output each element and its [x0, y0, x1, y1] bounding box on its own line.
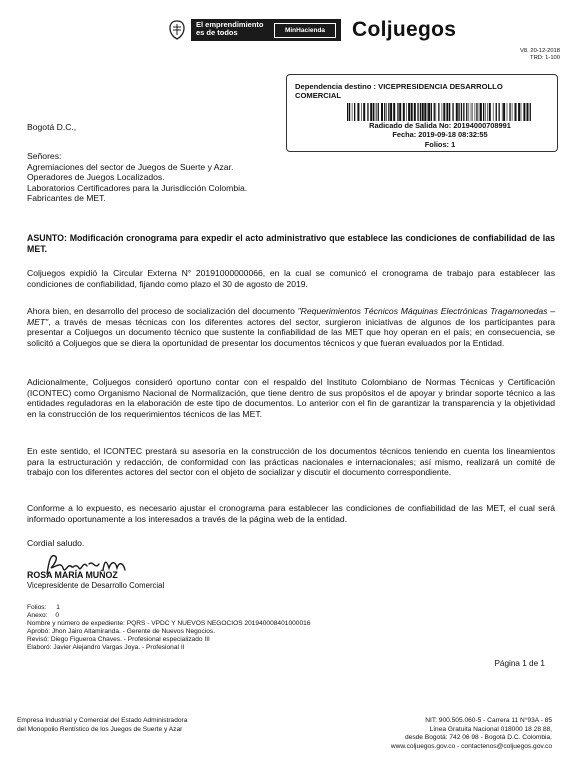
- destination-dependency: Dependencia destino : VICEPRESIDENCIA DESARROLLO COMERCIAL: [295, 82, 503, 100]
- prepared-by: Elaboró: Javier Alejandro Vargas Joya. - Profesional II: [27, 644, 185, 651]
- document-title: "Requerimientos Técnicos Máquinas Electrónicas Tragamonedas – MET": [27, 306, 555, 327]
- barcode-bar: [390, 103, 392, 121]
- barcode-bar: [386, 103, 387, 121]
- barcode-bar: [406, 103, 407, 121]
- folios-row: [27, 604, 60, 612]
- barcode-bar: [373, 103, 374, 121]
- barcode-bar: [397, 103, 398, 121]
- gov-slogan-line1: El emprendimiento: [196, 20, 264, 29]
- subject-line: [27, 233, 555, 254]
- filing-date: Fecha: 2019-09-18 08:32:55: [392, 130, 488, 139]
- barcode-bar: [422, 103, 424, 121]
- barcode-bar: [469, 103, 470, 121]
- filing-folios: Folios: 1: [424, 140, 456, 149]
- recipient-line: Laboratorios Certificadores para la Jurisdicción Colombia.: [27, 182, 248, 193]
- barcode-bar: [357, 103, 359, 121]
- barcode-bar: [443, 103, 445, 121]
- barcode-bar: [438, 103, 439, 121]
- barcode-bar: [507, 103, 508, 121]
- barcode-bar: [472, 103, 473, 121]
- barcode-bar: [523, 103, 525, 121]
- barcode-bar: [376, 103, 377, 121]
- barcode-bar: [388, 103, 389, 121]
- barcode-bar: [496, 103, 497, 121]
- page-number: Página 1 de 1: [494, 659, 545, 668]
- barcode-bar: [393, 103, 395, 121]
- barcode: [347, 103, 533, 121]
- expediente-row: Nombre y número de expediente: PQRS - VPDC Y NUEVOS NEGOCIOS 201940008401000016: [27, 620, 311, 627]
- barcode-bar: [446, 103, 448, 121]
- filing-stamp: [286, 74, 558, 152]
- paragraph-2-start: Ahora bien, en desarrollo del proceso de socialización del documento: [27, 306, 298, 316]
- barcode-bar: [518, 103, 520, 121]
- paragraph-1: Coljuegos expidió la Circular Externa N° 20191000000066, en la cual se comunicó el cronograma de trabajo para establecer las condiciones de confiabilidad, fijando como plazo el 30 de agosto de 2019.: [27, 268, 555, 289]
- barcode-bar: [370, 103, 372, 121]
- barcode-bar: [461, 103, 462, 121]
- barcode-bar: [487, 103, 488, 121]
- barcode-bar: [452, 103, 453, 121]
- footer-phone-bogota: desde Bogotá: 742 06 98 - Bogotá D.C. Colombia.: [405, 734, 552, 742]
- ministry-logo: MinHacienda: [274, 23, 336, 38]
- barcode-bar: [399, 103, 401, 121]
- recipient-line: Agremiaciones del sector de Juegos de Suerte y Azar.: [27, 161, 234, 172]
- barcode-bar: [449, 103, 450, 121]
- barcode-bar: [509, 103, 510, 121]
- barcode-bar: [378, 103, 379, 121]
- barcode-bar: [420, 103, 421, 121]
- barcode-bar: [493, 103, 494, 121]
- barcode-bar: [483, 103, 484, 121]
- anexo-value: 0: [55, 612, 60, 619]
- footer-left-line: Empresa Industrial y Comercial del Estado Administradora: [17, 717, 188, 724]
- barcode-bar: [431, 103, 432, 121]
- barcode-bar: [436, 103, 437, 121]
- document-version: [500, 48, 560, 62]
- barcode-bar: [458, 103, 459, 121]
- paragraph-3: Adicionalmente, Coljuegos consideró oportuno contar con el respaldo del Instituto Colombiano de Normas Técnicas y Certificación (ICONTEC) como Organismo Nacional de Normalización, que tiene dentro de sus propósitos el de apoyar y brindar soporte técnico a las entidades reguladoras en la elaboración de este tipo de documentos. Lo anterior con el fin de garantizar la transparencia y la objetividad en la construcción de los requerimientos técnicos de las MET.: [27, 377, 555, 419]
- subject-text: Modificación cronograma para expedir el acto administrativo que establece las condiciones de confiabilidad de las MET.: [27, 233, 555, 254]
- trd-text: TRD: 1-100: [530, 55, 560, 61]
- folios-value: 1: [56, 604, 60, 611]
- letter-place: Bogotá D.C.,: [27, 122, 77, 132]
- barcode-bar: [384, 103, 385, 121]
- barcode-bar: [347, 103, 348, 121]
- folios-label: Folios:: [27, 604, 47, 611]
- greeting: Señores:: [27, 151, 62, 161]
- barcode-bar: [515, 103, 517, 121]
- coljuegos-logo: Coljuegos: [352, 18, 457, 41]
- anexo-row: [27, 612, 59, 620]
- gov-slogan-line2: es de todos: [196, 28, 238, 37]
- barcode-bar: [530, 103, 531, 121]
- barcode-bar: [479, 103, 480, 121]
- barcode-bar: [456, 103, 458, 121]
- colombia-coat-of-arms-icon: [168, 20, 186, 40]
- barcode-bar: [480, 103, 482, 121]
- barcode-bar: [463, 103, 464, 121]
- barcode-bar: [503, 103, 505, 121]
- filing-number: Radicado de Salida No: 20194000708991: [369, 121, 511, 130]
- barcode-bar: [375, 103, 376, 121]
- approved-by: Aprobó: Jhon Jairo Altamiranda. - Gerente de Nuevos Negocios.: [27, 628, 216, 635]
- closing: Cordial saludo.: [27, 538, 85, 548]
- recipient-line: Fabricantes de MET.: [27, 193, 106, 204]
- barcode-bar: [408, 103, 410, 121]
- barcode-bar: [489, 103, 491, 121]
- footer-left-line: del Monopolio Rentístico de los Juegos de Suerte y Azar: [17, 725, 183, 733]
- version-text: V8. 20-12-2018: [520, 48, 560, 54]
- subject-label: ASUNTO:: [27, 233, 67, 243]
- barcode-bar: [428, 103, 430, 121]
- barcode-bar: [424, 103, 426, 121]
- barcode-bar: [442, 103, 443, 121]
- barcode-bar: [411, 103, 413, 121]
- footer-phone: Línea Gratuita Nacional 018000 18 28 88,: [429, 725, 552, 733]
- barcode-bar: [354, 103, 355, 121]
- anexo-label: Anexo:: [27, 612, 48, 619]
- paragraph-2: [27, 306, 555, 348]
- barcode-bar: [414, 103, 416, 121]
- footer-contact-info: [330, 717, 552, 751]
- barcode-bar: [417, 103, 418, 121]
- recipient-line: Operadores de Juegos Localizados.: [27, 172, 165, 183]
- barcode-bar: [427, 103, 428, 121]
- barcode-bar: [466, 103, 467, 121]
- footer-web-email: www.coljuegos.gov.co - contactenos@coljuegos.gov.co: [390, 742, 552, 750]
- barcode-bar: [381, 103, 383, 121]
- barcode-bar: [485, 103, 486, 121]
- barcode-bar: [527, 103, 529, 121]
- government-banner: [191, 19, 341, 41]
- barcode-bar: [361, 103, 362, 121]
- barcode-bar: [349, 103, 350, 121]
- reviewed-by: Revisó: Diego Figueroa Chaves. - Profesional especializado III: [27, 636, 210, 643]
- barcode-bar: [363, 103, 365, 121]
- signer-title: Vicepresidente de Desarrollo Comercial: [27, 581, 165, 590]
- barcode-bar: [352, 103, 353, 121]
- barcode-bar: [434, 103, 435, 121]
- paragraph-5: Conforme a lo expuesto, es necesario ajustar el cronograma para establecer las condiciones de confiabilidad de las MET, el cual será informado oportunamente a los interesados a través de la página web de la entidad.: [27, 503, 555, 524]
- barcode-bar: [476, 103, 477, 121]
- barcode-bar: [403, 103, 405, 121]
- footer-company-info: [17, 717, 187, 734]
- barcode-bar: [475, 103, 476, 121]
- footer-address: NIT: 900.505.060-5 - Carrera 11 N°93A - 85: [425, 717, 552, 724]
- recipients-block: [27, 151, 247, 204]
- barcode-bar: [512, 103, 513, 121]
- barcode-bar: [499, 103, 500, 121]
- barcode-bar: [502, 103, 503, 121]
- barcode-bar: [521, 103, 522, 121]
- paragraph-2-end: , a través de mesas técnicas con los diferentes actores del sector, surgieron iniciativas de algunos de los participantes para presentar a Coljuegos un documento técnico que sustente la confiabilidad de las MET que hoy operan en el país; en consecuencia, se solicitó a Coljuegos que se diera la oportunidad de presentar los documentos técnicos y que fueran evaluados por la Entidad.: [27, 316, 555, 348]
- signer-name: ROSA MARÍA MUÑOZ: [27, 570, 118, 580]
- paragraph-4: En este sentido, el ICONTEC prestará su asesoría en la construcción de los documentos técnicos teniendo en cuenta los lineamientos para la estructuración y redacción, de conformidad con las prácticas nacionales e internacionales; así mismo, realizará un comité de trabajo con los diferentes actores del sector con el objeto de socializar y discutir el documento correspondiente.: [27, 446, 555, 478]
- barcode-bar: [367, 103, 368, 121]
- barcode-bar: [471, 103, 472, 121]
